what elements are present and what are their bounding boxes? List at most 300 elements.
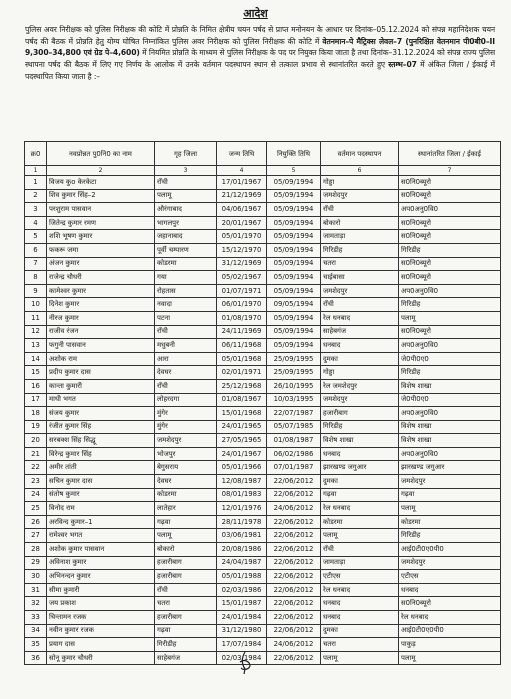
table-cell: आरा bbox=[155, 352, 217, 366]
table-cell: सरबक्श सिंह सिद्धू bbox=[47, 434, 155, 448]
table-cell: पटना bbox=[155, 311, 217, 325]
table-row bbox=[25, 447, 501, 461]
table-cell: कोडरमा bbox=[155, 488, 217, 502]
table-cell: 29 bbox=[25, 556, 47, 570]
table-cell: 28/11/1978 bbox=[217, 515, 267, 529]
table-cell: 14 bbox=[25, 352, 47, 366]
table-cell: 1 bbox=[25, 176, 47, 190]
table-cell: जे0पी0ए0 bbox=[399, 352, 501, 366]
table-cell: 03/06/1981 bbox=[217, 529, 267, 543]
table-cell: हजारीबाग bbox=[155, 611, 217, 625]
table-cell: 31 bbox=[25, 583, 47, 597]
table-cell: चतरा bbox=[321, 638, 399, 652]
column-number: 4 bbox=[217, 166, 267, 176]
table-cell: विशेष शाखा bbox=[321, 434, 399, 448]
table-cell: 25 bbox=[25, 502, 47, 516]
table-cell: जमशेदपुर bbox=[321, 284, 399, 298]
table-cell: नीरज कुमार bbox=[47, 311, 155, 325]
table-cell: चाईबासा bbox=[321, 271, 399, 285]
table-cell: 20 bbox=[25, 434, 47, 448]
table-cell: 24/01/1965 bbox=[217, 420, 267, 434]
table-cell: रेल धनबाद bbox=[321, 583, 399, 597]
table-cell: 21/12/1969 bbox=[217, 189, 267, 203]
table-cell: 18 bbox=[25, 407, 47, 421]
table-cell: 17/01/1967 bbox=[217, 176, 267, 190]
table-cell: विशेष शाखा bbox=[399, 379, 501, 393]
table-row bbox=[25, 298, 501, 312]
table-cell: 21 bbox=[25, 447, 47, 461]
table-cell: 36 bbox=[25, 651, 47, 665]
table-cell: गढ़वा bbox=[321, 488, 399, 502]
table-cell: दुमका bbox=[321, 624, 399, 638]
table-cell: धनबाद bbox=[321, 447, 399, 461]
table-row bbox=[25, 475, 501, 489]
table-cell: हजारीबाग bbox=[321, 407, 399, 421]
table-cell: 05/09/1994 bbox=[267, 176, 321, 190]
table-cell: 22/06/2012 bbox=[267, 488, 321, 502]
column-number-row bbox=[25, 166, 501, 176]
header-cell: जन्म तिथि bbox=[217, 142, 267, 166]
header-cell: नियुक्ति तिथि bbox=[267, 142, 321, 166]
table-row bbox=[25, 203, 501, 217]
table-cell: स0नि0ब्यूरो bbox=[399, 176, 501, 190]
table-cell: राँची bbox=[155, 583, 217, 597]
table-cell: अप0अनु0वि0 bbox=[399, 407, 501, 421]
table-cell: 11 bbox=[25, 311, 47, 325]
table-cell: जामताड़ा bbox=[321, 556, 399, 570]
column-number: 6 bbox=[321, 166, 399, 176]
table-cell: मुंगेर bbox=[155, 420, 217, 434]
table-cell: 05/09/1994 bbox=[267, 311, 321, 325]
table-cell: एटीएस bbox=[321, 570, 399, 584]
table-cell: 05/09/1994 bbox=[267, 339, 321, 353]
table-cell: 2 bbox=[25, 189, 47, 203]
table-cell: 01/07/1971 bbox=[217, 284, 267, 298]
table-cell: 02/03/1986 bbox=[217, 583, 267, 597]
table-cell: 19 bbox=[25, 420, 47, 434]
table-row bbox=[25, 597, 501, 611]
table-cell: 22/06/2012 bbox=[267, 597, 321, 611]
table-cell: 05/01/1988 bbox=[217, 570, 267, 584]
table-cell: राँची bbox=[321, 298, 399, 312]
pay-scale-text: वेतनमान–पे मैट्रिक्स लेवल–7 (पुनरिक्षित वेतनमान पी0बी0–II 9,300–34,800 एवं ग्रेड पे–4,600) bbox=[25, 36, 495, 58]
table-cell: 22/06/2012 bbox=[267, 624, 321, 638]
table-cell: 28 bbox=[25, 543, 47, 557]
table-cell: 22/07/1987 bbox=[267, 407, 321, 421]
table-cell: 07/01/1987 bbox=[267, 461, 321, 475]
table-cell: स0नि0ब्यूरो bbox=[399, 257, 501, 271]
table-cell: गिरिडीह bbox=[399, 243, 501, 257]
table-cell: 08/01/1983 bbox=[217, 488, 267, 502]
table-cell: 22/06/2012 bbox=[267, 475, 321, 489]
table-cell: फकरू जमा bbox=[47, 243, 155, 257]
table-row bbox=[25, 230, 501, 244]
table-cell: 04/06/1967 bbox=[217, 203, 267, 217]
table-cell: रामेश्वर भगत bbox=[47, 529, 155, 543]
table-cell: जितेन्द्र कुमार रमण bbox=[47, 216, 155, 230]
table-cell: 26/10/1995 bbox=[267, 379, 321, 393]
table-cell: विशेष शाखा bbox=[399, 434, 501, 448]
table-cell: सचिन कुमार दास bbox=[47, 475, 155, 489]
table-cell: गिरिडीह bbox=[321, 243, 399, 257]
table-cell: स0नि0ब्यूरो bbox=[399, 189, 501, 203]
table-row bbox=[25, 529, 501, 543]
posting-table bbox=[24, 141, 501, 665]
table-cell: 22/06/2012 bbox=[267, 515, 321, 529]
table-cell: अशोक राम bbox=[47, 352, 155, 366]
column-number: 5 bbox=[267, 166, 321, 176]
table-cell: रेल धनबाद bbox=[321, 502, 399, 516]
table-cell: राजीव रंजन bbox=[47, 325, 155, 339]
table-cell: 01/08/1967 bbox=[217, 393, 267, 407]
table-cell: आई0टी0ए0पी0 bbox=[399, 624, 501, 638]
table-cell: मधुबनी bbox=[155, 339, 217, 353]
table-cell: 02/01/1971 bbox=[217, 366, 267, 380]
table-cell: सोनू कुमार चौधरी bbox=[47, 651, 155, 665]
table-cell: 22/06/2012 bbox=[267, 556, 321, 570]
table-cell: 05/09/1994 bbox=[267, 230, 321, 244]
header-cell: क्र0 bbox=[25, 142, 47, 166]
table-cell: 31/12/1969 bbox=[217, 257, 267, 271]
table-cell: धनबाद bbox=[321, 339, 399, 353]
table-cell: चतरा bbox=[321, 257, 399, 271]
table-cell: जय प्रकाश bbox=[47, 597, 155, 611]
table-row bbox=[25, 271, 501, 285]
table-cell: 20/08/1986 bbox=[217, 543, 267, 557]
table-cell: जमशेदपुर bbox=[399, 556, 501, 570]
table-cell: 06/01/1970 bbox=[217, 298, 267, 312]
table-cell: फगुनी पासवान bbox=[47, 339, 155, 353]
table-cell: 15 bbox=[25, 366, 47, 380]
table-cell: गिरिडीह bbox=[399, 298, 501, 312]
table-cell: 24/06/2012 bbox=[267, 502, 321, 516]
table-cell: बोकारो bbox=[155, 543, 217, 557]
table-cell: रेल धनबाद bbox=[399, 611, 501, 625]
header-row bbox=[25, 142, 501, 166]
table-cell: अमीर तांती bbox=[47, 461, 155, 475]
table-cell: 05/09/1994 bbox=[267, 257, 321, 271]
table-cell: 30 bbox=[25, 570, 47, 584]
table-cell: 8 bbox=[25, 271, 47, 285]
table-cell: प्रयाग दास bbox=[47, 638, 155, 652]
table-cell: पलामू bbox=[155, 529, 217, 543]
table-cell: 33 bbox=[25, 611, 47, 625]
table-cell: विजय कुo केरकेटा bbox=[47, 176, 155, 190]
table-cell: जमशेदपुर bbox=[321, 393, 399, 407]
table-cell: 22 bbox=[25, 461, 47, 475]
table-cell: 05/07/1985 bbox=[267, 420, 321, 434]
table-cell: 25/09/1995 bbox=[267, 366, 321, 380]
table-cell: 06/11/1968 bbox=[217, 339, 267, 353]
table-cell: जमशेदपुर bbox=[399, 475, 501, 489]
table-cell: स0नि0ब्यूरो bbox=[399, 271, 501, 285]
table-row bbox=[25, 257, 501, 271]
table-cell: गिरीडीह bbox=[155, 638, 217, 652]
table-row bbox=[25, 379, 501, 393]
table-cell: धनबाद bbox=[321, 611, 399, 625]
table-cell: 13 bbox=[25, 339, 47, 353]
table-cell: गिरिडीह bbox=[399, 529, 501, 543]
table-cell: 22/06/2012 bbox=[267, 583, 321, 597]
header-cell: स्थानांतरित जिला / ईकाई bbox=[399, 142, 501, 166]
table-cell: 24/11/1969 bbox=[217, 325, 267, 339]
table-cell: परशुराम पासवान bbox=[47, 203, 155, 217]
table-row bbox=[25, 325, 501, 339]
table-row bbox=[25, 515, 501, 529]
table-cell: 05/09/1994 bbox=[267, 216, 321, 230]
table-row bbox=[25, 339, 501, 353]
para-text-2: में नियमित प्रोन्नति के माध्यम से पुलिस निरीक्षक के पद पर नियुक्त किया जाता है तथा दिनांक–31.12.2024 को संपन्न राज्य पुलिस स्थापना पर्षद की बैठक में लिए गए निर्णय के आलोक में उनके वर्तमान पदस्थापन स्थान से तत्काल प्रभाव से स्थानांतरित करते हुए bbox=[25, 48, 495, 70]
table-cell: पलामू bbox=[399, 651, 501, 665]
table-row bbox=[25, 311, 501, 325]
table-row bbox=[25, 189, 501, 203]
table-row bbox=[25, 216, 501, 230]
table-cell: स0नि0ब्यूरो bbox=[399, 230, 501, 244]
table-cell: 17 bbox=[25, 393, 47, 407]
table-cell: 05/02/1967 bbox=[217, 271, 267, 285]
table-row bbox=[25, 366, 501, 380]
table-cell: 24 bbox=[25, 488, 47, 502]
table-row bbox=[25, 624, 501, 638]
table-cell: कोडरमा bbox=[155, 257, 217, 271]
para-text-1: पुलिस अवर निरीक्षक को पुलिस निरीक्षक की कोटि में प्रोन्नति के निमित क्षेत्रीय चयन पर्षद से प्राप्त मनोनयन के आधार पर दिनांक–05.12.2024 को संपन्न महानिदेशक चयन पर्षद की बैठक में प्रोन्नति हेतु योग्य घोषित निम्नांकित पुलिस अवर निरीक्षक को पुलिस निरीक्षक की कोटि में bbox=[25, 25, 495, 46]
table-cell: 22/06/2012 bbox=[267, 651, 321, 665]
table-cell: 10/03/1995 bbox=[267, 393, 321, 407]
table-cell: दुमका bbox=[321, 352, 399, 366]
table-cell: 26 bbox=[25, 515, 47, 529]
table-cell: दुमका bbox=[321, 475, 399, 489]
table-cell: विनोद राम bbox=[47, 502, 155, 516]
table-cell: दिनेश कुमार bbox=[47, 298, 155, 312]
table-cell: गढ़वा bbox=[155, 624, 217, 638]
table-cell: जे0पी0ए0 bbox=[399, 393, 501, 407]
table-cell: 22/06/2012 bbox=[267, 611, 321, 625]
table-cell: पलामू bbox=[399, 502, 501, 516]
table-cell: झारखण्ड जगुआर bbox=[321, 461, 399, 475]
order-heading: आदेश bbox=[243, 7, 268, 20]
table-cell: 02/03/1984 bbox=[217, 651, 267, 665]
signature-mark bbox=[232, 649, 258, 675]
table-cell: 17/07/1984 bbox=[217, 638, 267, 652]
table-cell: प्रदीप कुमार दास bbox=[47, 366, 155, 380]
table-cell: 22/06/2012 bbox=[267, 543, 321, 557]
table-row bbox=[25, 243, 501, 257]
table-cell: गिरिडीह bbox=[399, 366, 501, 380]
table-cell: 3 bbox=[25, 203, 47, 217]
table-cell: 24/01/1984 bbox=[217, 611, 267, 625]
column-number: 2 bbox=[47, 166, 155, 176]
table-cell: अंजन कुमार bbox=[47, 257, 155, 271]
table-cell: 5 bbox=[25, 230, 47, 244]
table-cell: पलामू bbox=[321, 529, 399, 543]
table-cell: 05/09/1994 bbox=[267, 243, 321, 257]
table-cell: साहेबगंज bbox=[321, 325, 399, 339]
table-cell: अप0अनु0वि0 bbox=[399, 339, 501, 353]
table-cell: 22/06/2012 bbox=[267, 529, 321, 543]
table-cell: नवादा bbox=[155, 298, 217, 312]
table-cell: कोडरमा bbox=[321, 515, 399, 529]
table-cell: गया bbox=[155, 271, 217, 285]
table-cell: भोजपुर bbox=[155, 447, 217, 461]
table-row bbox=[25, 420, 501, 434]
table-cell: लातेहार bbox=[155, 502, 217, 516]
column-number: 3 bbox=[155, 166, 217, 176]
table-cell: गिरिडीह bbox=[321, 420, 399, 434]
column-ref-text: स्तम्भ–07 bbox=[388, 60, 417, 70]
table-cell: साहेबगंज bbox=[155, 651, 217, 665]
table-cell: 20/01/1967 bbox=[217, 216, 267, 230]
table-cell: जमशेदपुर bbox=[155, 434, 217, 448]
table-cell: 34 bbox=[25, 624, 47, 638]
table-cell: चतरा bbox=[155, 597, 217, 611]
table-cell: आई0टी0ए0पी0 bbox=[399, 543, 501, 557]
table-cell: 15/01/1968 bbox=[217, 407, 267, 421]
table-cell: 24/06/2012 bbox=[267, 638, 321, 652]
table-cell: गोड्डा bbox=[321, 366, 399, 380]
table-cell: गढ़वा bbox=[155, 515, 217, 529]
table-cell: सीमा कुमारी bbox=[47, 583, 155, 597]
table-cell: 12/01/1976 bbox=[217, 502, 267, 516]
table-cell: राँची bbox=[321, 203, 399, 217]
table-row bbox=[25, 570, 501, 584]
table-cell: देवघर bbox=[155, 475, 217, 489]
table-cell: पलामू bbox=[155, 189, 217, 203]
table-cell: अशोक कुमार पासवान bbox=[47, 543, 155, 557]
table-row bbox=[25, 651, 501, 665]
table-cell: भागलपुर bbox=[155, 216, 217, 230]
table-cell: गढ़वा bbox=[399, 488, 501, 502]
table-cell: अप0अनु0वि0 bbox=[399, 447, 501, 461]
table-cell: 06/02/1986 bbox=[267, 447, 321, 461]
table-row bbox=[25, 393, 501, 407]
table-cell: मुंगेर bbox=[155, 407, 217, 421]
table-cell: बोकारो bbox=[321, 216, 399, 230]
table-row bbox=[25, 461, 501, 475]
table-cell: संतोष कुमार bbox=[47, 488, 155, 502]
table-cell: 9 bbox=[25, 284, 47, 298]
table-cell: 24/01/1967 bbox=[217, 447, 267, 461]
table-cell: 32 bbox=[25, 597, 47, 611]
table-cell: नवीन कुमार रजक bbox=[47, 624, 155, 638]
para-text-3: में अंकित जिला / ईकाई में पदस्थापित किया जाता है :– bbox=[25, 60, 495, 81]
table-cell: 05/09/1994 bbox=[267, 189, 321, 203]
table-cell: 25/09/1995 bbox=[267, 352, 321, 366]
table-cell: जमशेदपुर bbox=[321, 189, 399, 203]
table-row bbox=[25, 611, 501, 625]
table-cell: 05/01/1966 bbox=[217, 461, 267, 475]
table-cell: बेगुसराय bbox=[155, 461, 217, 475]
table-cell: विशेष शाखा bbox=[399, 420, 501, 434]
table-cell: 35 bbox=[25, 638, 47, 652]
table-cell: 12/08/1987 bbox=[217, 475, 267, 489]
table-cell: रंजीत कुमार सिंह bbox=[47, 420, 155, 434]
table-cell: झारखण्ड जगुआर bbox=[399, 461, 501, 475]
table-cell: संजय कुमार bbox=[47, 407, 155, 421]
table-row bbox=[25, 502, 501, 516]
table-cell: पाकुड़ bbox=[399, 638, 501, 652]
table-cell: 01/08/1970 bbox=[217, 311, 267, 325]
table-row bbox=[25, 407, 501, 421]
table-cell: औरंगाबाद bbox=[155, 203, 217, 217]
table-cell: राँची bbox=[321, 543, 399, 557]
table-cell: 7 bbox=[25, 257, 47, 271]
table-cell: 12 bbox=[25, 325, 47, 339]
table-cell: पूर्वी चम्पारण bbox=[155, 243, 217, 257]
table-cell: 23 bbox=[25, 475, 47, 489]
table-cell: धनबाद bbox=[321, 597, 399, 611]
table-cell: 31/12/1980 bbox=[217, 624, 267, 638]
table-cell: देवघर bbox=[155, 366, 217, 380]
table-cell: अप0अनु0वि0 bbox=[399, 284, 501, 298]
table-cell: एटीएस bbox=[399, 570, 501, 584]
table-cell: राजेन्द्र चौधरी bbox=[47, 271, 155, 285]
table-cell: हजारीबाग bbox=[155, 556, 217, 570]
table-cell: लोहरदगा bbox=[155, 393, 217, 407]
table-cell: रोहतास bbox=[155, 284, 217, 298]
table-cell: चिन्तामन रजक bbox=[47, 611, 155, 625]
table-cell: अविनाश कुमार bbox=[47, 556, 155, 570]
table-cell: कामेश्वर कुमार bbox=[47, 284, 155, 298]
table-cell: 27 bbox=[25, 529, 47, 543]
table-cell: 05/09/1994 bbox=[267, 271, 321, 285]
column-number: 1 bbox=[25, 166, 47, 176]
table-cell: विरेन्द्र कुमार सिंह bbox=[47, 447, 155, 461]
table-row bbox=[25, 543, 501, 557]
table-cell: 05/09/1994 bbox=[267, 284, 321, 298]
table-cell: स0नि0ब्यूरो bbox=[399, 597, 501, 611]
table-cell: 25/12/1968 bbox=[217, 379, 267, 393]
table-cell: 15/01/1987 bbox=[217, 597, 267, 611]
table-cell: राँची bbox=[155, 325, 217, 339]
table-cell: धनबाद bbox=[399, 583, 501, 597]
table-cell: शिव कुमार सिंह–2 bbox=[47, 189, 155, 203]
table-cell: अरविन्द कुमार–1 bbox=[47, 515, 155, 529]
table-row bbox=[25, 176, 501, 190]
table-row bbox=[25, 434, 501, 448]
table-cell: पलामू bbox=[399, 311, 501, 325]
table-cell: गोड्डा bbox=[321, 176, 399, 190]
table-row bbox=[25, 638, 501, 652]
header-cell: गृह जिला bbox=[155, 142, 217, 166]
table-cell: 6 bbox=[25, 243, 47, 257]
table-cell: कान्ता कुमारी bbox=[47, 379, 155, 393]
table-row bbox=[25, 352, 501, 366]
table-cell: अभिनन्दन कुमार bbox=[47, 570, 155, 584]
table-cell: पलामू bbox=[321, 651, 399, 665]
table-row bbox=[25, 556, 501, 570]
table-cell: जहानाबाद bbox=[155, 230, 217, 244]
table-cell: हजारीबाग bbox=[155, 570, 217, 584]
table-cell: स0नि0ब्यूरो bbox=[399, 216, 501, 230]
table-cell: रेल धनबाद bbox=[321, 311, 399, 325]
table-cell: 09/05/1994 bbox=[267, 298, 321, 312]
table-cell: 27/05/1965 bbox=[217, 434, 267, 448]
table-cell: राँची bbox=[155, 176, 217, 190]
table-cell: 16 bbox=[25, 379, 47, 393]
table-cell: कोडरमा bbox=[399, 515, 501, 529]
table-cell: 24/04/1987 bbox=[217, 556, 267, 570]
table-cell: 05/01/1970 bbox=[217, 230, 267, 244]
header-cell: नवप्रोन्नत पु0नि0 का नाम bbox=[47, 142, 155, 166]
table-cell: 4 bbox=[25, 216, 47, 230]
table-cell: 05/01/1968 bbox=[217, 352, 267, 366]
order-paragraph bbox=[25, 24, 495, 83]
table-row bbox=[25, 583, 501, 597]
table-body bbox=[25, 176, 501, 665]
table-cell: 10 bbox=[25, 298, 47, 312]
table-cell: राँची bbox=[155, 379, 217, 393]
table-row bbox=[25, 488, 501, 502]
